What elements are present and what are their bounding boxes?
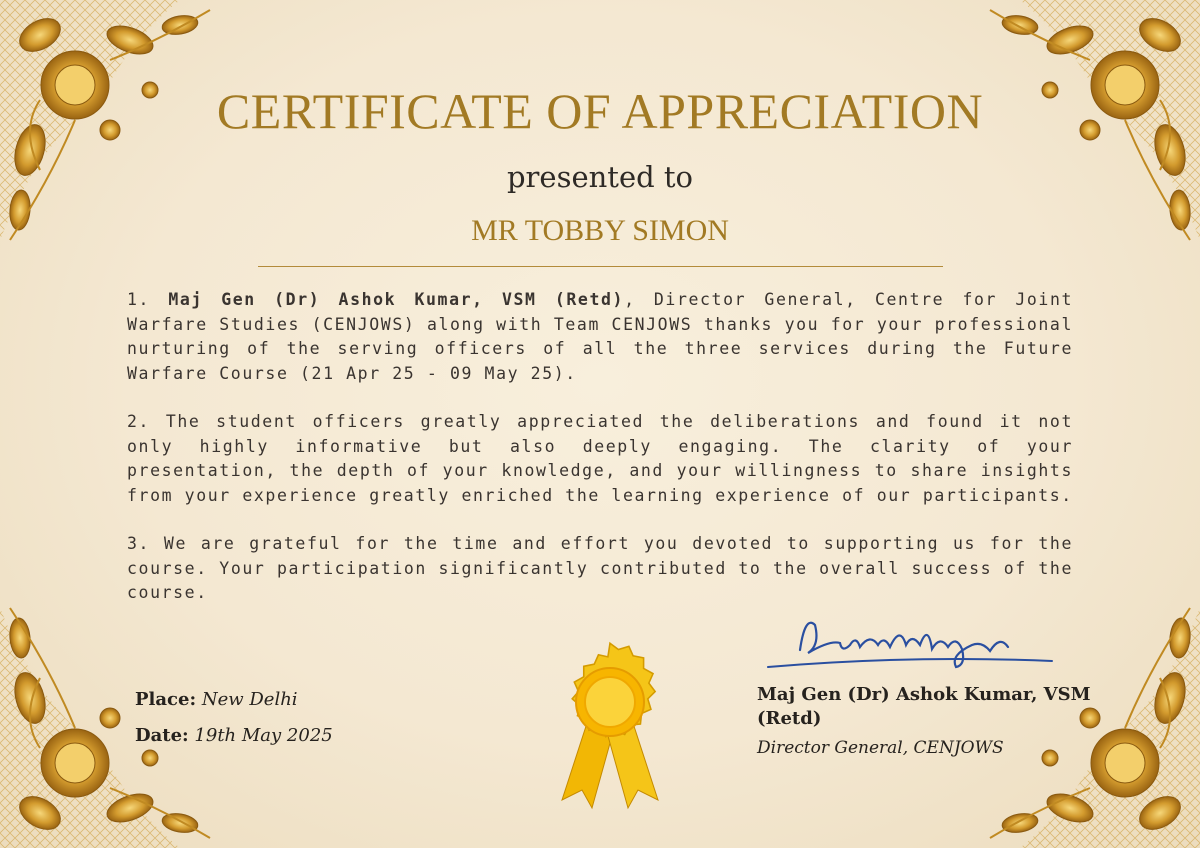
signatory-designation: Director General, CENJOWS [757, 738, 1004, 758]
place-value: New Delhi [201, 689, 298, 710]
certificate-body [127, 288, 1073, 630]
paragraph-1 [127, 288, 1073, 386]
award-ribbon-icon [548, 640, 672, 810]
date-label: Date: [135, 725, 189, 746]
date-value: 19th May 2025 [194, 725, 333, 746]
paragraph-3: 3. We are grateful for the time and effort you devoted to supporting us for the course. Your participation significantly contributed to the overall success of the course. [127, 534, 1073, 602]
place-label: Place: [135, 689, 197, 710]
certificate-title: CERTIFICATE OF APPRECIATION [216, 83, 984, 139]
presented-to-label: presented to [506, 160, 694, 194]
paragraph-1-prefix: 1. [127, 290, 169, 309]
signatory-name: Maj Gen (Dr) Ashok Kumar, VSM (Retd) [757, 684, 1091, 729]
place-line [135, 689, 298, 710]
paragraph-1-bold-name: Maj Gen (Dr) Ashok Kumar, VSM (Retd) [168, 290, 625, 309]
divider [258, 266, 943, 267]
handwritten-signature [760, 605, 1060, 675]
date-line [135, 725, 333, 746]
paragraph-1-text: , Director General, Centre for Joint Warfare Studies (CENJOWS) along with Team CENJOWS thanks you for your professional nurturing of the serving officers of all the three services during the Future Warfare Course (21 Apr 25 - 09 May 25). [127, 290, 1074, 383]
paragraph-2: 2. The student officers greatly appreciated the deliberations and found it not only highly informative but also deeply engaging. The clarity of your presentation, the depth of your knowledge, and your willingness to share insights from your experience greatly enriched the learning experience of our participants. [127, 412, 1073, 505]
recipient-name: MR TOBBY SIMON [471, 214, 729, 247]
